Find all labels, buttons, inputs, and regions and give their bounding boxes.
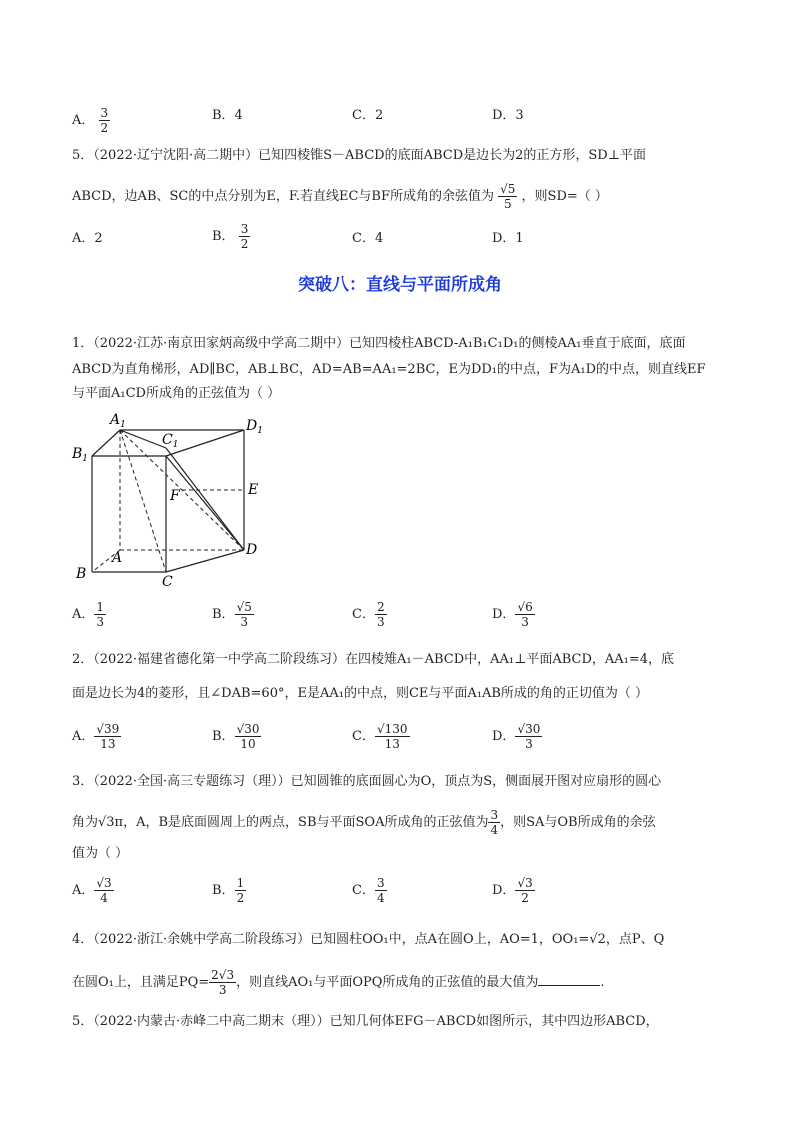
q3-option-d: D． $\frac{√3}{2}$: [492, 876, 533, 905]
fraction: $\frac{√5}{5}$: [500, 182, 516, 211]
label-A: A: [112, 550, 123, 566]
q5-option-a: A．2: [72, 231, 103, 246]
label-B1: $B_1$: [72, 446, 89, 464]
q3-option-b: B． $\frac{1}{2}$: [212, 876, 245, 905]
label-C1: $C_1$: [162, 432, 179, 450]
answer-blank: [538, 973, 600, 986]
q5-option-d: D．1: [492, 231, 524, 246]
label-F: F: [170, 488, 180, 504]
question-5-line-1: 5．（2022·辽宁沈阳·高二期中）已知四棱锥S－ABCD的底面ABCD是边长为2的正方形，SD⊥平面: [72, 148, 646, 163]
question-2-line-1: 2．（2022·福建省德化第一中学高二阶段练习）在四棱雉A₁－ABCD中，AA₁⊥平面ABCD，AA₁=4，底: [72, 652, 675, 667]
question-5-line-2: ABCD，边AB、SC的中点分别为E，F.若直线EC与BF所成角的余弦值为 $\frac{√5}{5}$ ，则SD=（ ）: [72, 182, 608, 211]
label-B: B: [76, 566, 87, 582]
question-4-line-1: 4．（2022·浙江·余姚中学高二阶段练习）已知圆柱OO₁中，点A在圆O上，AO=1，OO₁=√2，点P、Q: [72, 932, 665, 947]
q3-option-a: A． $\frac{√3}{4}$: [72, 876, 112, 905]
q2-option-d: D． $\frac{√30}{3}$: [492, 722, 541, 751]
question-3-line-3: 值为（ ）: [72, 846, 129, 861]
label-E: E: [248, 482, 259, 498]
option-d: D．3: [492, 108, 524, 123]
label-D: D: [246, 542, 258, 558]
question-4-line-2: 在圆O₁上，且满足PQ= $\frac{2√3}{3}$ ，则直线AO₁与平面OPQ所成角的正弦值的最大值为 .: [72, 968, 605, 997]
option-b: B．4: [212, 108, 243, 123]
q2-option-a: A． $\frac{√39}{13}$: [72, 722, 120, 751]
option-label: A．: [72, 113, 95, 128]
option-a: [72, 106, 110, 135]
option-c: C．2: [352, 108, 384, 123]
question-2-line-2: 面是边长为4的菱形，且∠DAB=60°，E是AA₁的中点，则CE与平面A₁AB所成的角的正切值为（ ）: [72, 686, 649, 701]
label-D1: $D_1$: [246, 418, 263, 436]
label-C: C: [162, 574, 173, 588]
question-3-line-1: 3．（2022·全国·高三专题练习（理））已知圆锥的底面圆心为O，顶点为S，侧面展开图对应扇形的圆心: [72, 774, 662, 789]
q1-option-a: A． $\frac{1}{3}$: [72, 600, 105, 629]
section-title: 突破八：直线与平面所成角: [298, 275, 502, 295]
q1-option-c: C． $\frac{2}{3}$: [352, 600, 385, 629]
q2-option-c: C． $\frac{√130}{13}$: [352, 722, 408, 751]
question-1-line-1: 1．（2022·江苏·南京田家炳高级中学高二期中）已知四棱柱ABCD-A₁B₁C₁D₁的侧棱AA₁垂直于底面，底面: [72, 336, 686, 351]
question-1-line-3: 与平面A₁CD所成角的正弦值为（ ）: [72, 386, 281, 401]
q5-option-b: B． $\frac{3}{2}$: [212, 222, 249, 251]
q2-option-b: B． $\frac{√30}{10}$: [212, 722, 260, 751]
fraction: $\frac{3}{2}$: [100, 106, 109, 135]
question-3-line-2: 角为√3π，A，B是底面圆周上的两点，SB与平面SOA所成角的正弦值为 $\frac{3}{4}$ ，则SA与OB所成角的余弦: [72, 808, 656, 837]
prism-figure: [70, 408, 280, 588]
q3-option-c: C． $\frac{3}{4}$: [352, 876, 385, 905]
question-1-line-2: ABCD为直角梯形，AD∥BC，AB⊥BC，AD=AB=AA₁=2BC，E为DD₁的中点，F为A₁D的中点，则直线EF: [72, 362, 706, 377]
question-5b-line-1: 5．（2022·内蒙古·赤峰二中高二期末（理））已知几何体EFG－ABCD如图所示，其中四边形ABCD，: [72, 1014, 659, 1029]
label-A1: $A_1$: [110, 412, 126, 430]
q1-option-b: B． $\frac{√5}{3}$: [212, 600, 252, 629]
q5-option-c: C．4: [352, 231, 384, 246]
q1-option-d: D． $\frac{√6}{3}$: [492, 600, 533, 629]
